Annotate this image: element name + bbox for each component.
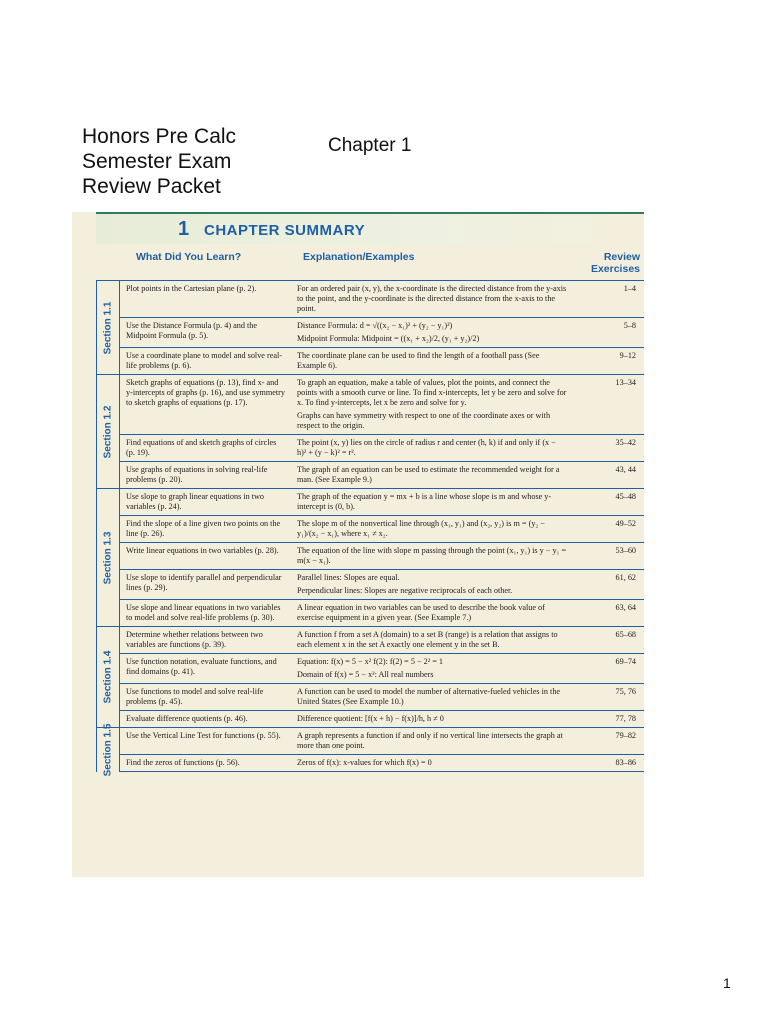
learn-cell: Use graphs of equations in solving real-life problems (p. 20). [120,462,292,489]
learn-cell: Use the Distance Formula (p. 4) and the Midpoint Formula (p. 5). [120,318,292,348]
summary-row [97,627,645,654]
explanation-cell [291,755,572,772]
summary-row [97,348,645,375]
explanation-cell [291,516,572,543]
explanation-text-secondary: Perpendicular lines: Slopes are negative reciprocals of each other. [297,586,513,595]
summary-row [97,435,645,462]
summary-row [97,375,645,435]
learn-cell: Plot points in the Cartesian plane (p. 2). [120,281,292,318]
explanation-cell [291,435,572,462]
summary-row [97,462,645,489]
column-header-learn: What Did You Learn? [136,251,242,263]
explanation-cell [291,318,572,348]
learn-cell: Use the Vertical Line Test for functions (p. 55). [120,728,292,755]
summary-row [97,654,645,684]
title-line-2: Semester Exam [82,150,232,173]
title-line-1: Honors Pre Calc [82,125,237,148]
section-label: Section 1.5 [102,723,114,777]
learn-cell: Use function notation, evaluate functions, and find domains (p. 41). [120,654,292,684]
review-exercises-cell: 69–74 [572,654,644,684]
learn-cell: Find the zeros of functions (p. 56). [120,755,292,772]
review-exercises-cell: 63, 64 [572,600,644,627]
explanation-text: A function can be used to model the number of alternative-fueled vehicles in the United States (See Example 10.) [297,687,561,706]
learn-cell: Use functions to model and solve real-life problems (p. 45). [120,684,292,711]
review-exercises-cell: 13–34 [572,375,644,435]
section-label: Section 1.1 [102,301,114,354]
explanation-cell [291,375,572,435]
learn-cell: Evaluate difference quotients (p. 46). [120,711,292,728]
explanation-cell [291,711,572,728]
chapter-heading: Chapter 1 [328,135,412,156]
explanation-text: Difference quotient: [f(x + h) − f(x)]/h, h ≠ 0 [297,714,444,723]
title-line-3: Review Packet [82,175,221,198]
review-exercises-cell: 61, 62 [572,570,644,600]
section-cell [97,489,120,627]
explanation-text-secondary: Domain of f(x) = 5 − x²: All real numbers [297,670,434,679]
explanation-text-secondary: Graphs can have symmetry with respect to one of the coordinate axes or with respect to the origin. [297,411,551,430]
summary-row [97,728,645,755]
chapter-summary-scan [72,212,644,877]
explanation-cell [291,570,572,600]
learn-cell: Write linear equations in two variables (p. 28). [120,543,292,570]
review-exercises-cell: 43, 44 [572,462,644,489]
section-label: Section 1.3 [102,531,114,584]
review-exercises-cell: 75, 76 [572,684,644,711]
explanation-text: For an ordered pair (x, y), the x-coordinate is the directed distance from the y-axis to the point, and the y-coordinate is the directed distance from the x-axis to the point. [297,284,567,313]
explanation-text: A linear equation in two variables can be used to describe the book value of exercise equipment in a given year. (See Example 7.) [297,603,545,622]
explanation-cell [291,489,572,516]
explanation-text: The equation of the line with slope m passing through the point (x₁, y₁) is y − y₁ = m(x − x₁). [297,546,567,565]
review-exercises-cell: 65–68 [572,627,644,654]
section-label: Section 1.2 [102,405,114,458]
explanation-text: Distance Formula: d = √((x₂ − x₁)² + (y₂ − y₁)²) [297,321,453,330]
summary-row [97,684,645,711]
explanation-text-secondary: Midpoint Formula: Midpoint = ((x₁ + x₂)/2, (y₁ + y₂)/2) [297,334,480,343]
learn-cell: Use a coordinate plane to model and solve real-life problems (p. 6). [120,348,292,375]
explanation-text: The graph of the equation y = mx + b is a line whose slope is m and whose y-intercept is (0, b). [297,492,552,511]
explanation-text: The point (x, y) lies on the circle of radius r and center (h, k) if and only if (x − h)² + (y − k)² = r². [297,438,556,457]
explanation-text: Parallel lines: Slopes are equal. [297,573,400,582]
summary-title: CHAPTER SUMMARY [204,222,366,239]
review-exercises-cell: 35–42 [572,435,644,462]
explanation-text: The slope m of the nonvertical line through (x₁, y₁) and (x₂, y₂) is m = (y₂ − y₁)/(x₂ − x₁), where x₁ ≠ x₂. [297,519,545,538]
summary-row [97,543,645,570]
packet-title [82,124,236,199]
explanation-cell [291,600,572,627]
explanation-cell [291,627,572,654]
column-header-review: Review Exercises [590,251,640,275]
review-exercises-cell: 79–82 [572,728,644,755]
summary-row [97,281,645,318]
review-exercises-cell: 45–48 [572,489,644,516]
summary-row [97,516,645,543]
summary-row [97,318,645,348]
section-cell [97,281,120,375]
learn-cell: Use slope to graph linear equations in two variables (p. 24). [120,489,292,516]
learn-cell: Find equations of and sketch graphs of circles (p. 19). [120,435,292,462]
page-number: 1 [723,975,731,991]
explanation-cell [291,281,572,318]
summary-row [97,600,645,627]
learn-cell: Use slope to identify parallel and perpendicular lines (p. 29). [120,570,292,600]
review-exercises-cell: 1–4 [572,281,644,318]
summary-row [97,755,645,772]
explanation-text: The coordinate plane can be used to find the length of a football pass (See Example 6). [297,351,540,370]
explanation-text: Equation: f(x) = 5 − x² f(2): f(2) = 5 − 2² = 1 [297,657,444,666]
review-exercises-cell: 9–12 [572,348,644,375]
review-exercises-cell: 83–86 [572,755,644,772]
section-cell [97,375,120,489]
learn-cell: Determine whether relations between two variables are functions (p. 39). [120,627,292,654]
summary-chapter-number: 1 [178,218,190,240]
explanation-cell [291,348,572,375]
summary-row [97,489,645,516]
explanation-cell [291,728,572,755]
explanation-text: A function f from a set A (domain) to a set B (range) is a relation that assigns to each element x in the set A exactly one element y in the set B. [297,630,558,649]
explanation-cell [291,543,572,570]
section-cell [97,627,120,728]
explanation-cell [291,462,572,489]
explanation-cell [291,654,572,684]
review-exercises-cell: 77, 78 [572,711,644,728]
review-exercises-cell: 49–52 [572,516,644,543]
section-cell [97,723,120,777]
explanation-text: The graph of an equation can be used to estimate the recommended weight for a man. (See Example 9.) [297,465,560,484]
review-exercises-cell: 53–60 [572,543,644,570]
explanation-text: A graph represents a function if and only if no vertical line intersects the graph at more than one point. [297,731,563,750]
summary-row [97,570,645,600]
section-label: Section 1.4 [102,650,114,704]
column-header-explanation: Explanation/Examples [303,251,415,263]
learn-cell: Use slope and linear equations in two variables to model and solve real-life problems (p. 30). [120,600,292,627]
explanation-cell [291,684,572,711]
review-exercises-cell: 5–8 [572,318,644,348]
explanation-text: Zeros of f(x): x-values for which f(x) = 0 [297,758,432,767]
summary-table [96,280,644,777]
learn-cell: Find the slope of a line given two points on the line (p. 26). [120,516,292,543]
explanation-text: To graph an equation, make a table of values, plot the points, and connect the points with a smooth curve or line. To find x-intercepts, let y be zero and solve for x. To find y-intercepts, let x be zero and solve for y. [297,378,567,407]
learn-cell: Sketch graphs of equations (p. 13), find x- and y-intercepts of graphs (p. 16), and use symmetry to sketch graphs of equations (p. 17). [120,375,292,435]
summary-row [97,711,645,728]
